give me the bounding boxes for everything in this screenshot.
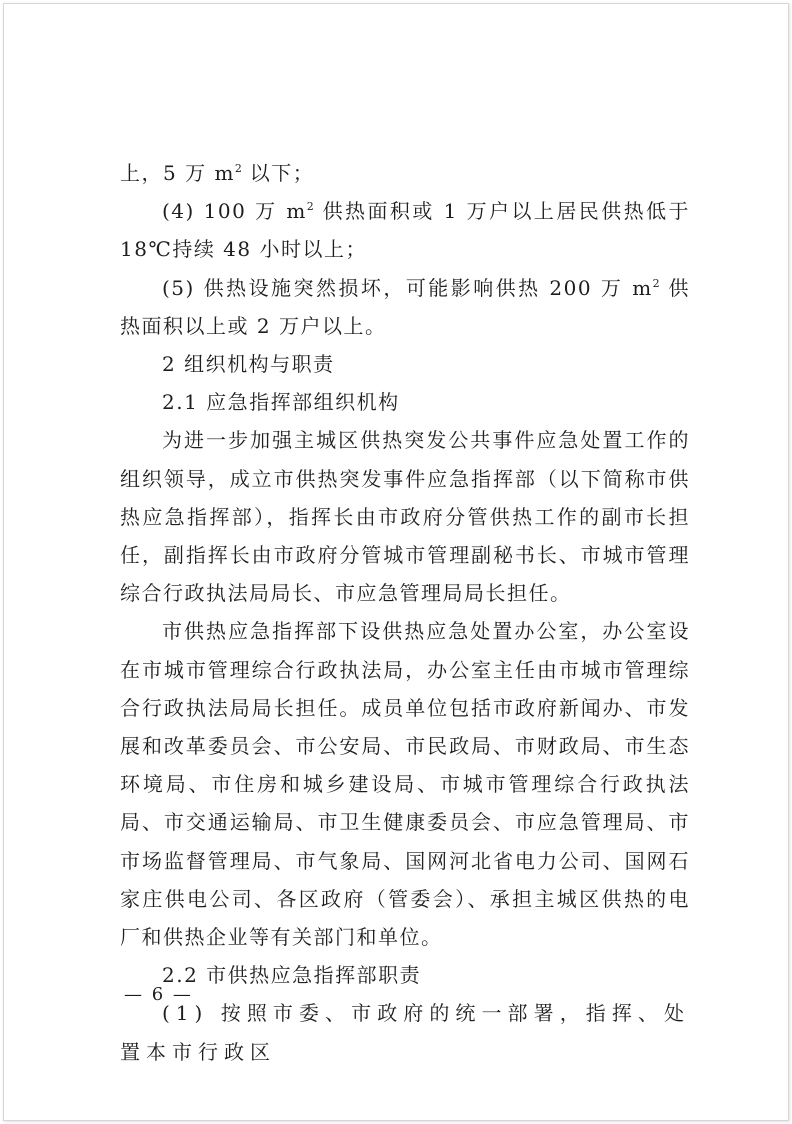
document-page — [3, 3, 789, 1121]
text-fragment: 以下； — [241, 161, 315, 185]
item-5 — [120, 269, 690, 345]
paragraph-command-structure: 为进一步加强主城区供热突发公共事件应急处置工作的组织领导，成立市供热突发事件应急指挥部（以下简称市供热应急指挥部），指挥长由市政府分管供热工作的副市长担任，副指挥长由市政府分管城市管理副秘书长、市城市管理综合行政执法局局长、市应急管理局局长担任。 — [120, 428, 690, 606]
item-4 — [120, 192, 690, 268]
paragraph-office-members: 市供热应急指挥部下设供热应急处置办公室，办公室设在市城市管理综合行政执法局，办公室主任由市城市管理综合行政执法局局长担任。成员单位包括市政府新闻办、市发展和改革委员会、市公安局、市民政局、市财政局、市生态环境局、市住房和城乡建设局、市城市管理综合行政执法局、市交通运输局、市卫生健康委员会、市应急管理局、市市场监督管理局、市气象局、国网河北省电力公司、国网石家庄供电公司、各区政府（管委会）、承担主城区供热的电厂和供热企业等有关部门和单位。 — [120, 619, 690, 950]
page-number: — 6 — — [124, 984, 193, 1005]
text-fragment: 供热面积以上或 2 万户以上。 — [120, 275, 690, 338]
section-heading-2-2: 2.2 市供热应急指挥部职责 — [162, 963, 422, 988]
superscript: 2 — [234, 162, 242, 175]
superscript: 2 — [652, 276, 660, 290]
superscript: 2 — [306, 200, 314, 214]
section-heading-2-1: 2.1 应急指挥部组织机构 — [162, 390, 400, 415]
document-body — [120, 154, 690, 1071]
text-fragment: 供热面积或 1 万户以上居民供热低于 18℃持续 48 小时以上； — [120, 199, 691, 262]
text-fragment: (4) 100 万 m — [162, 199, 307, 224]
text-fragment: (5) 供热设施突然损坏，可能影响供热 200 万 m — [162, 275, 653, 300]
section-heading-2: 2 组织机构与职责 — [162, 352, 335, 377]
item-duty-1: (1) 按照市委、市政府的统一部署，指挥、处置本市行政区 — [120, 1001, 690, 1064]
text-line-1 — [120, 154, 690, 192]
text-fragment: 上，5 万 m — [120, 161, 235, 185]
